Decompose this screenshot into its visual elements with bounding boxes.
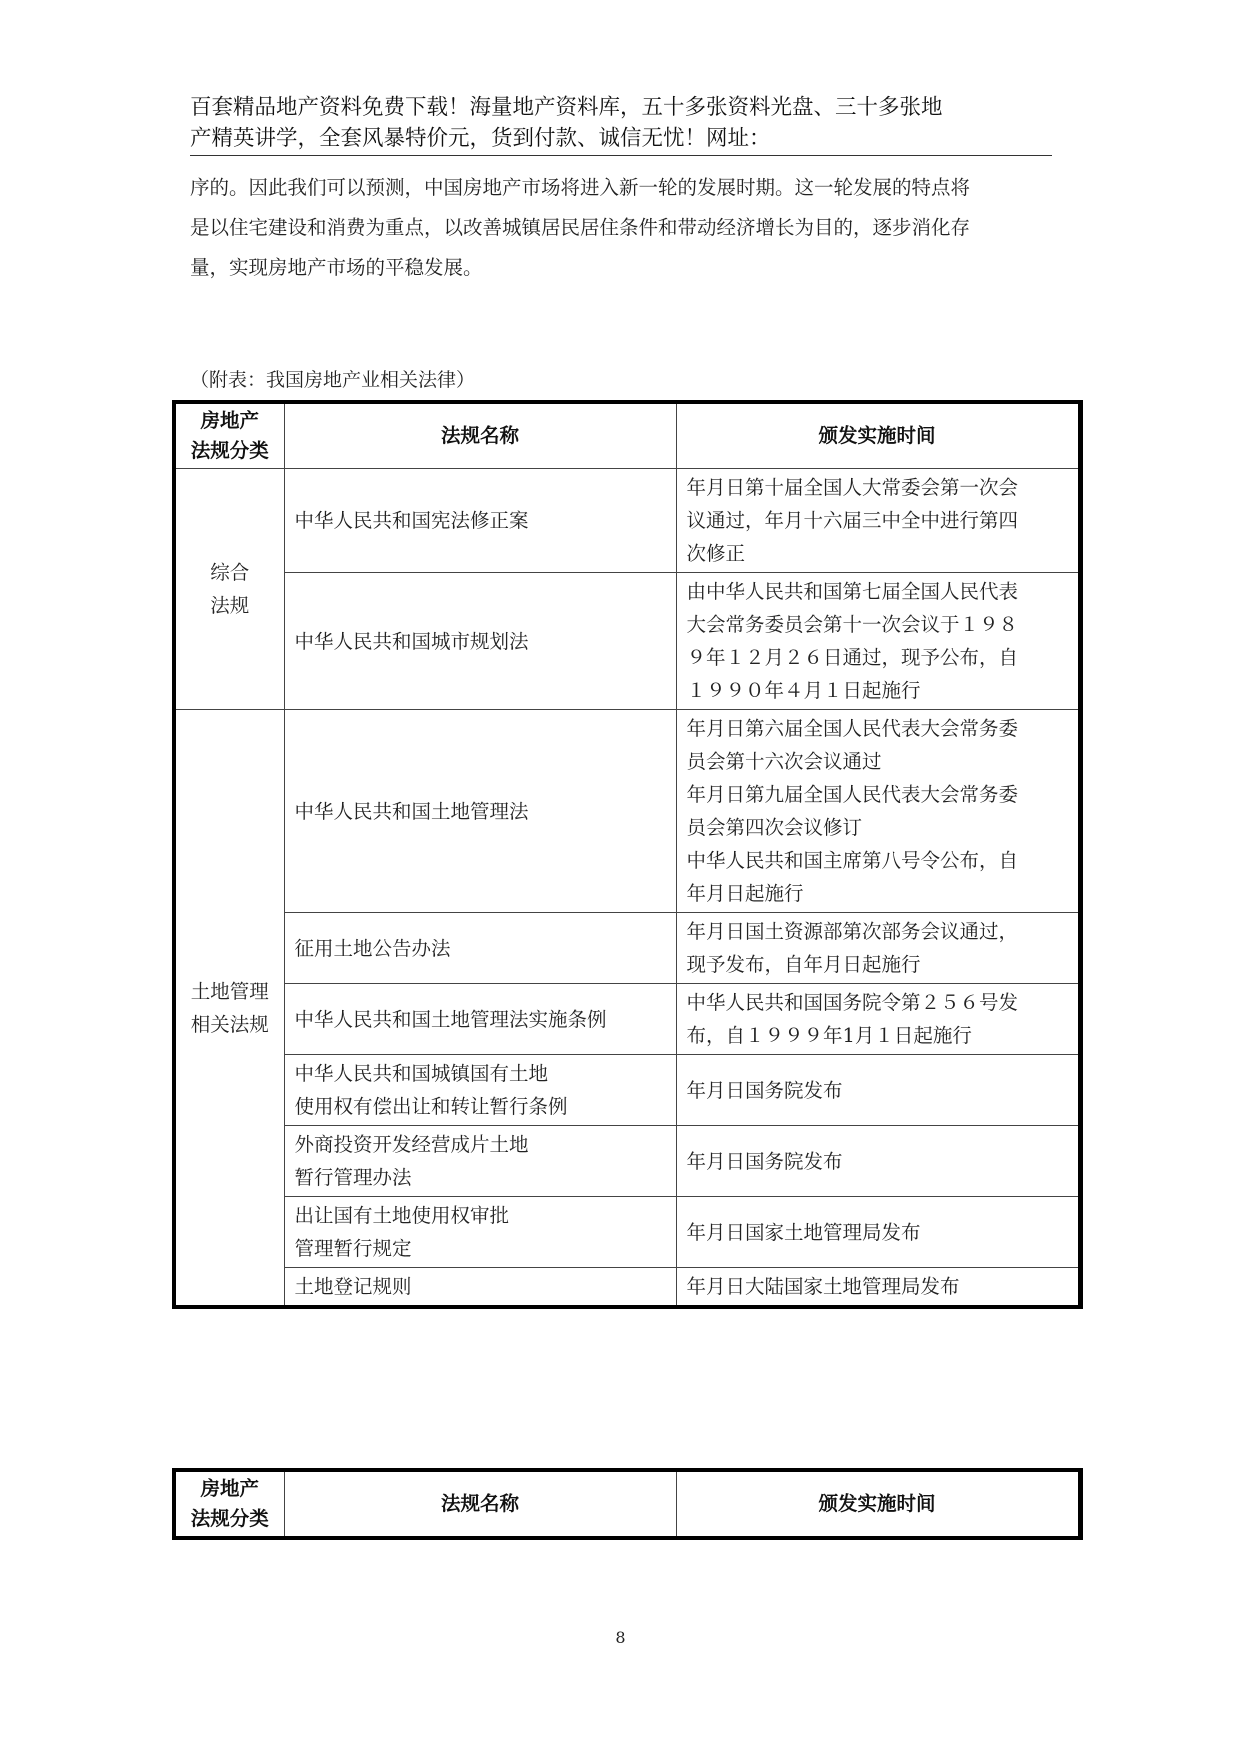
law-name-line: 中华人民共和国土地管理法 — [294, 799, 529, 823]
issue-date-line: １９９０年４月１日起施行 — [686, 679, 921, 702]
continuation-header-name: 法规名称 — [284, 1470, 676, 1538]
table-row — [174, 1268, 1080, 1308]
issue-date-line: 员会第十六次会议通过 — [686, 750, 882, 773]
issue-date-line: 年月日第十届全国人大常委会第一次会 — [686, 476, 1019, 499]
law-name-cell — [284, 1055, 676, 1126]
issue-date-line: 年月日起施行 — [686, 882, 804, 905]
law-name-cell — [284, 1126, 676, 1197]
category-label-line-2: 相关法规 — [190, 1012, 269, 1036]
header-line-2: 产精英讲学，全套风暴特价元，货到付款、诚信无忧！网址： — [190, 126, 771, 151]
issue-date-line: 布，自１９９９年1月１日起施行 — [686, 1024, 972, 1047]
law-name-line: 使用权有偿出让和转让暂行条例 — [294, 1095, 568, 1118]
issue-date-line: 年月日国家土地管理局发布 — [686, 1220, 921, 1244]
header-date: 颁发实施时间 — [676, 402, 1080, 469]
category-cell — [174, 710, 284, 1308]
law-name-cell — [284, 573, 676, 710]
category-label-line-2: 法规 — [210, 594, 250, 617]
law-name-line: 中华人民共和国土地管理法实施条例 — [294, 1007, 607, 1031]
body-line-3: 量，实现房地产市场的平稳发展。 — [190, 256, 483, 279]
continuation-header-category-line-1: 房地产 — [200, 1477, 259, 1500]
issue-date-line: 年月日大陆国家土地管理局发布 — [686, 1275, 960, 1298]
page-header — [190, 92, 1052, 154]
law-name-line: 外商投资开发经营成片土地 — [294, 1133, 529, 1156]
law-name-line: 中华人民共和国宪法修正案 — [294, 509, 529, 532]
law-name-cell — [284, 1197, 676, 1268]
table-header-row — [174, 402, 1080, 469]
law-name-cell — [284, 913, 676, 984]
category-cell — [174, 469, 284, 710]
law-name-cell — [284, 469, 676, 573]
table-row — [174, 469, 1080, 573]
issue-date-cell — [676, 913, 1080, 984]
header-category-line-1: 房地产 — [200, 409, 259, 432]
header-divider — [190, 155, 1052, 156]
issue-date-line: 议通过，年月十六届三中全中进行第四 — [686, 509, 1019, 532]
table-row — [174, 1126, 1080, 1197]
issue-date-cell — [676, 710, 1080, 913]
law-name-line: 中华人民共和国城市规划法 — [294, 629, 529, 653]
table-row — [174, 913, 1080, 984]
law-name-line: 中华人民共和国城镇国有土地 — [294, 1062, 549, 1085]
body-line-2: 是以住宅建设和消费为重点，以改善城镇居民居住条件和带动经济增长为目的，逐步消化存 — [190, 216, 971, 239]
issue-date-line: 由中华人民共和国第七届全国人民代表 — [686, 580, 1019, 603]
issue-date-cell — [676, 573, 1080, 710]
issue-date-line: 年月日第六届全国人民代表大会常务委 — [686, 717, 1019, 740]
table-row — [174, 1055, 1080, 1126]
continuation-header-row — [174, 1470, 1080, 1538]
header-name: 法规名称 — [284, 402, 676, 469]
table-row — [174, 573, 1080, 710]
law-name-cell — [284, 1268, 676, 1308]
page-number: 8 — [615, 1628, 626, 1647]
law-name-cell — [284, 984, 676, 1055]
issue-date-line: 年月日国务院发布 — [686, 1078, 843, 1102]
law-table — [172, 400, 1083, 1309]
continuation-table — [172, 1468, 1083, 1540]
continuation-header-category — [174, 1470, 284, 1538]
category-label-line-1: 土地管理 — [190, 979, 269, 1003]
law-name-line: 暂行管理办法 — [294, 1166, 412, 1189]
issue-date-line: 现予发布，自年月日起施行 — [686, 953, 921, 976]
issue-date-line: 年月日第九届全国人民代表大会常务委 — [686, 783, 1019, 806]
law-name-line: 出让国有土地使用权审批 — [294, 1204, 510, 1227]
body-paragraph — [190, 168, 1052, 288]
issue-date-line: 次修正 — [686, 542, 746, 565]
issue-date-line: 大会常务委员会第十一次会议于１９８ — [686, 613, 1019, 636]
issue-date-cell — [676, 1055, 1080, 1126]
issue-date-cell — [676, 984, 1080, 1055]
table-row — [174, 710, 1080, 913]
law-name-line: 征用土地公告办法 — [294, 936, 451, 960]
issue-date-line: 年月日国务院发布 — [686, 1149, 843, 1173]
continuation-header-date: 颁发实施时间 — [676, 1470, 1080, 1538]
law-name-line: 土地登记规则 — [294, 1275, 412, 1298]
issue-date-line: 员会第四次会议修订 — [686, 816, 863, 839]
table-row — [174, 984, 1080, 1055]
law-name-line: 管理暂行规定 — [294, 1237, 412, 1260]
table-row — [174, 1197, 1080, 1268]
header-category-line-2: 法规分类 — [190, 439, 269, 462]
header-line-1: 百套精品地产资料免费下载！海量地产资料库，五十多张资料光盘、三十多张地 — [190, 95, 943, 120]
issue-date-cell — [676, 469, 1080, 573]
issue-date-line: 中华人民共和国主席第八号令公布，自 — [686, 849, 1019, 872]
continuation-header-category-line-2: 法规分类 — [190, 1507, 269, 1530]
category-label-line-1: 综合 — [210, 561, 250, 584]
table-caption: （附表：我国房地产业相关法律） — [190, 369, 476, 391]
issue-date-cell — [676, 1126, 1080, 1197]
issue-date-line: 中华人民共和国国务院令第２５６号发 — [686, 991, 1019, 1014]
header-category — [174, 402, 284, 469]
law-name-cell — [284, 710, 676, 913]
issue-date-line: 年月日国土资源部第次部务会议通过， — [686, 920, 1019, 943]
issue-date-line: ９年１２月２６日通过，现予公布，自 — [686, 646, 1019, 669]
issue-date-cell — [676, 1268, 1080, 1308]
issue-date-cell — [676, 1197, 1080, 1268]
law-table-body — [174, 469, 1080, 1308]
body-line-1: 序的。因此我们可以预测，中国房地产市场将进入新一轮的发展时期。这一轮发展的特点将 — [190, 176, 971, 199]
